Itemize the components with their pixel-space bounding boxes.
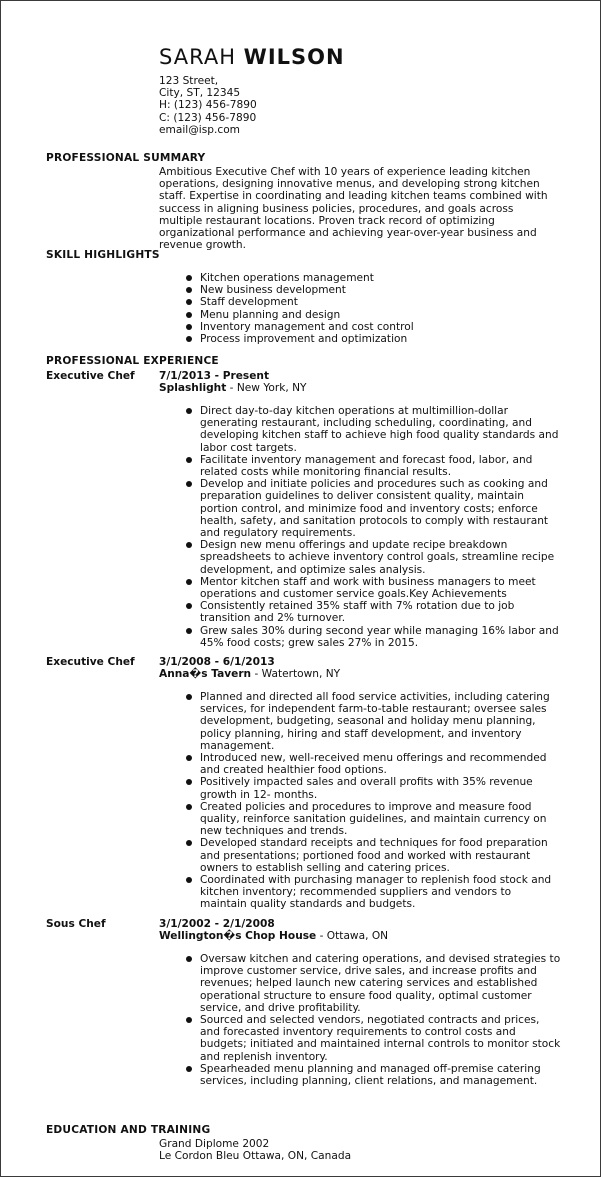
- job-employer: [159, 930, 388, 942]
- list-item: Oversaw kitchen and catering operations, and devised strategies to improve customer service, drive sales, and increase profits and revenues; helped launch new catering services and established operational structure to ensure food quality, optimal customer service, and drive profitability.: [186, 953, 561, 1014]
- list-item: Facilitate inventory management and forecast food, labor, and related costs while monitoring financial results.: [186, 454, 561, 478]
- bullet-icon: [186, 299, 192, 305]
- bullet-icon: [186, 408, 192, 414]
- bullet-icon: [186, 603, 192, 609]
- education-block: [159, 1138, 351, 1162]
- list-item: Kitchen operations management: [186, 272, 566, 284]
- list-item: Introduced new, well-received menu offerings and recommended and created healthier food options.: [186, 752, 561, 776]
- bullet-icon: [186, 481, 192, 487]
- job-bullets: [186, 953, 561, 1087]
- list-item: Developed standard receipts and techniques for food preparation and presentations; portioned food and worked with restaurant owners to establish selling and catering prices.: [186, 837, 561, 874]
- job-bullets: [186, 405, 561, 649]
- employer-location: - Ottawa, ON: [316, 930, 389, 942]
- school: Le Cordon Bleu Ottawa, ON, Canada: [159, 1150, 352, 1163]
- job-dates: 7/1/2013 - Present: [159, 370, 270, 382]
- bullet-icon: [186, 1017, 192, 1023]
- employer-name: Splashlight: [159, 382, 227, 394]
- address-line: 123 Street,: [159, 75, 219, 87]
- list-item: Spearheaded menu planning and managed off-premise catering services, including planning, client relations, and management.: [186, 1063, 561, 1087]
- bullet-icon: [186, 324, 192, 330]
- list-item: Process improvement and optimization: [186, 333, 566, 345]
- list-item: New business development: [186, 284, 566, 296]
- list-item: Coordinated with purchasing manager to replenish food stock and kitchen inventory; recommended suppliers and vendors to maintain quality standards and budgets.: [186, 874, 561, 911]
- list-item: Consistently retained 35% staff with 7% rotation due to job transition and 2% turnover.: [186, 600, 561, 624]
- list-item: Created policies and procedures to improve and measure food quality, reinforce sanitation guidelines, and maintain currency on new techniques and trends.: [186, 801, 561, 838]
- list-item: Direct day-to-day kitchen operations at multimillion-dollar generating restaurant, including scheduling, coordinating, and developing kitchen staff to achieve high food quality standards and labor cost targets.: [186, 405, 561, 454]
- list-item: Develop and initiate policies and procedures such as cooking and preparation guidelines to deliver consistent quality, maintain portion control, and minimize food and inventory costs; enforce health, safety, and sanitation protocols to comply with restaurant and regulatory requirements.: [186, 478, 561, 539]
- list-item: Menu planning and design: [186, 309, 566, 321]
- candidate-name: [159, 45, 345, 69]
- job-dates: 3/1/2008 - 6/1/2013: [159, 656, 275, 668]
- bullet-icon: [186, 956, 192, 962]
- bullet-icon: [186, 1066, 192, 1072]
- contact-block: [159, 75, 257, 136]
- bullet-icon: [186, 287, 192, 293]
- bullet-icon: [186, 804, 192, 810]
- list-item: Sourced and selected vendors, negotiated contracts and prices, and forecasted inventory requirements to control costs and budgets; initiated and maintained internal controls to monitor stock and replenish inventory.: [186, 1014, 561, 1063]
- list-item: Inventory management and cost control: [186, 321, 566, 333]
- list-item: Planned and directed all food service activities, including catering services, for independent farm-to-table restaurant; oversee sales development, budgeting, seasonal and holiday menu planning, policy planning, hiring and staff development, and inventory management.: [186, 691, 561, 752]
- bullet-icon: [186, 457, 192, 463]
- cell-phone: C: (123) 456-7890: [159, 111, 257, 124]
- bullet-icon: [186, 840, 192, 846]
- job-employer: [159, 382, 307, 394]
- education-heading: EDUCATION AND TRAINING: [46, 1124, 211, 1136]
- bullet-icon: [186, 694, 192, 700]
- skills-heading: SKILL HIGHLIGHTS: [46, 249, 160, 261]
- bullet-icon: [186, 312, 192, 318]
- last-name: WILSON: [243, 45, 345, 69]
- bullet-icon: [186, 628, 192, 634]
- job-title: Executive Chef: [46, 656, 135, 668]
- list-item: Grew sales 30% during second year while managing 16% labor and 45% food costs; grew sales 27% in 2015.: [186, 625, 561, 649]
- experience-heading: PROFESSIONAL EXPERIENCE: [46, 355, 219, 367]
- first-name: SARAH: [159, 45, 236, 69]
- summary-text: Ambitious Executive Chef with 10 years of experience leading kitchen operations, designing innovative menus, and developing strong kitchen staff. Expertise in coordinating and leading kitchen teams combined with success in aligning business policies, procedures, and goals across multiple restaurant locations. Proven track record of optimizing organizational performance and achieving year-over-year business and revenue growth.: [159, 166, 548, 252]
- employer-location: - Watertown, NY: [251, 668, 341, 680]
- skills-list: [186, 272, 566, 345]
- summary-heading: PROFESSIONAL SUMMARY: [46, 152, 206, 164]
- job-title: Sous Chef: [46, 918, 106, 930]
- job-title: Executive Chef: [46, 370, 135, 382]
- employer-location: - New York, NY: [226, 382, 307, 394]
- list-item: Design new menu offerings and update recipe breakdown spreadsheets to achieve inventory control goals, streamline recipe development, and optimize sales analysis.: [186, 539, 561, 576]
- bullet-icon: [186, 755, 192, 761]
- bullet-icon: [186, 275, 192, 281]
- email: email@isp.com: [159, 123, 240, 136]
- bullet-icon: [186, 542, 192, 548]
- city-line: City, ST, 12345: [159, 87, 241, 100]
- job-employer: [159, 668, 340, 680]
- bullet-icon: [186, 877, 192, 883]
- degree: Grand Diplome 2002: [159, 1138, 270, 1150]
- employer-name: Wellington�s Chop House: [159, 930, 317, 942]
- home-phone: H: (123) 456-7890: [159, 99, 257, 112]
- bullet-icon: [186, 779, 192, 785]
- job-dates: 3/1/2002 - 2/1/2008: [159, 918, 275, 930]
- job-bullets: [186, 691, 561, 911]
- list-item: Staff development: [186, 296, 566, 308]
- employer-name: Anna�s Tavern: [159, 668, 252, 680]
- bullet-icon: [186, 336, 192, 342]
- bullet-icon: [186, 579, 192, 585]
- list-item: Positively impacted sales and overall profits with 35% revenue growth in 12- months.: [186, 776, 561, 800]
- list-item: Mentor kitchen staff and work with business managers to meet operations and customer service goals.Key Achievements: [186, 576, 561, 600]
